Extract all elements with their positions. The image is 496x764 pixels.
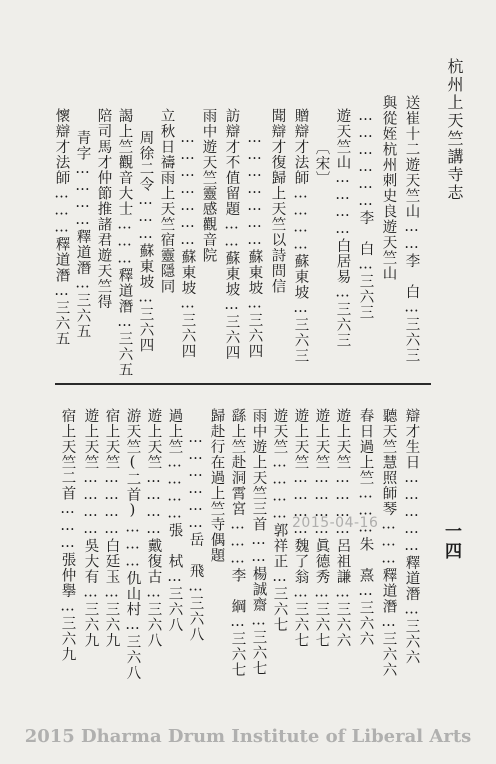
section-dynasty-label: 〔宋〕 bbox=[313, 140, 330, 187]
toc-entry: 游天竺(二首)………仇山村…三六八 bbox=[124, 408, 141, 681]
toc-entry: 繇上竺赴洞霄宮………李 綱…三六七 bbox=[229, 408, 246, 678]
toc-entry: 遊上天竺…………魏了翁…三六七 bbox=[292, 408, 309, 648]
toc-entry: …………………蘇東坡…三六四 bbox=[179, 130, 196, 359]
toc-entry: 春日過上竺………朱 熹…三六六 bbox=[357, 408, 374, 647]
divider-rule bbox=[55, 383, 431, 385]
toc-entry: 與從姪杭州刺史良遊天竺山 bbox=[380, 95, 397, 281]
toc-entry: 遊上天竺…………呂祖謙…三六六 bbox=[334, 408, 351, 648]
toc-entry: 過上竺…………張 栻…三六八 bbox=[166, 408, 183, 633]
toc-entry: 陪司馬才仲節推諸君遊天竺得 bbox=[95, 108, 112, 310]
toc-entry: ………………岳 飛…三六八 bbox=[187, 430, 204, 642]
toc-entry: 遊上天竺…………吳大有…三六九 bbox=[82, 408, 99, 648]
toc-entry: 立秋日禱雨上天竺宿靈隱同 bbox=[158, 108, 175, 294]
toc-entry: 雨中遊天竺靈感觀音院 bbox=[200, 108, 217, 263]
toc-entry: 訪辯才不值留題……蘇東坡…三六四 bbox=[223, 108, 240, 361]
toc-entry: 周徐二令………蘇東坡…三六四 bbox=[137, 130, 154, 353]
toc-entry: 懷辯才法師………釋道潛…三六五 bbox=[53, 108, 70, 347]
toc-entry: 聽天竺慧照師琴………釋道潛…三六六 bbox=[380, 408, 397, 678]
toc-entry: 遊天竺山…………白居易…三六三 bbox=[334, 108, 351, 348]
toc-entry: 遊天竺…………郭祥正…三六七 bbox=[271, 408, 288, 633]
toc-entry: …………………蘇東坡…三六四 bbox=[246, 130, 263, 359]
footer-watermark: 2015 Dharma Drum Institute of Liberal Arts bbox=[24, 726, 472, 747]
toc-entry: 送崔十二遊天竺山……李 白…三六三 bbox=[403, 95, 420, 363]
toc-entry: 雨中遊上天竺三首……楊誠齋…三六七 bbox=[250, 408, 267, 676]
toc-entry: 遊上天竺…………戴復古…三六八 bbox=[145, 408, 162, 648]
toc-entry: 辯才生日……………釋道潛…三六六 bbox=[403, 408, 420, 665]
toc-entry: 宿上天竺二首………張仲擧…三六九 bbox=[59, 408, 76, 662]
toc-entry: 遊上天竺…………眞德秀…三六七 bbox=[313, 408, 330, 648]
toc-entry: 謁上竺觀音大士………釋道潛…三六五 bbox=[116, 108, 133, 378]
toc-entry: 聞辯才復歸上天竺以詩問信 bbox=[269, 108, 286, 294]
book-title-header: 杭州上天竺講寺志 bbox=[445, 58, 464, 202]
toc-entry: 歸赴行在過上竺寺偶題 bbox=[208, 408, 225, 563]
page-number: 一四 bbox=[441, 522, 461, 562]
toc-entry: ………………李 白…三六三 bbox=[357, 108, 374, 320]
toc-entry: 青字…………釋道潛…三六五 bbox=[74, 130, 91, 339]
date-stamp: 2015-04-16 bbox=[292, 515, 379, 531]
toc-entry: 贈辯才法師…………蘇東坡…三六三 bbox=[292, 108, 309, 364]
toc-entry: 宿上天竺…………白廷玉…三六九 bbox=[103, 408, 120, 648]
